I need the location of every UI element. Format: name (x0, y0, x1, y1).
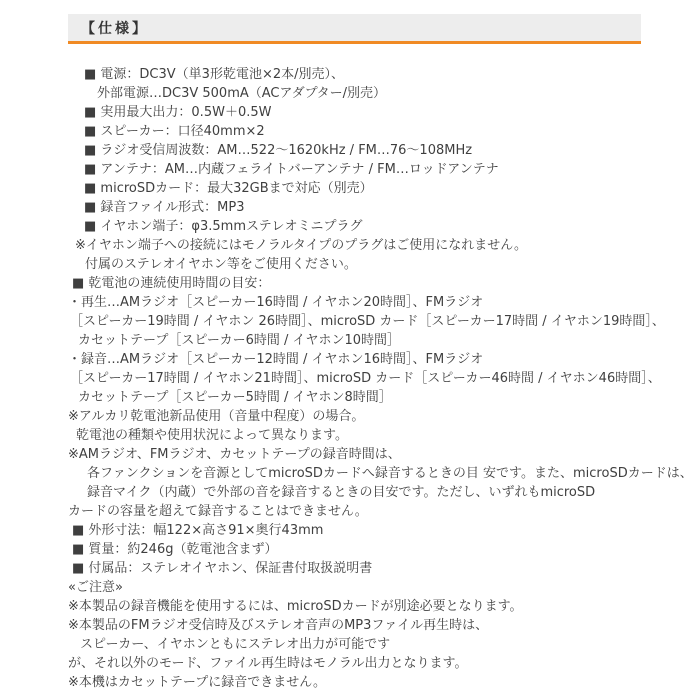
spec-line-recording-format: ■ 録音ファイル形式：MP3 (84, 200, 245, 215)
spec-caution-heading: «ご注意» (68, 580, 123, 595)
spec-caution-stereo-cont1: スピーカー、イヤホンともにステレオ出力が可能です (80, 637, 391, 652)
spec-caution-stereo-cont2: が、それ以外のモード、ファイル再生時はモノラル出力となります。 (68, 656, 468, 671)
spec-note-recording-cont1: 各ファンクションを音源としてmicroSDカードへ録音するときの目 安です。また、microSDカードは、 (87, 466, 693, 481)
spec-line-radio-frequency: ■ ラジオ受信周波数：AM…522～1620kHz / FM…76～108MHz (84, 143, 473, 158)
spec-note-recording-time: ※AMラジオ、FMラジオ、カセットテープの録音時間は、 (68, 447, 401, 462)
spec-line-weight: ■ 質量：約246g（乾電池含まず） (72, 542, 278, 557)
spec-line-dimensions: ■ 外形寸法：幅122×高さ91×奥行43mm (72, 523, 324, 538)
spec-line-earphone-jack: ■ イヤホン端子：φ3.5mmステレオミニプラグ (84, 219, 363, 234)
spec-line-max-output: ■ 実用最大出力：0.5W＋0.5W (84, 105, 272, 120)
spec-note-alkaline: ※アルカリ乾電池新品使用（音量中程度）の場合。 (68, 409, 365, 424)
spec-line-recording: ・録音…AMラジオ［スピーカー12時間 / イヤホン16時間］、FMラジオ (68, 352, 484, 367)
spec-line-playback: ・再生…AMラジオ［スピーカー16時間 / イヤホン20時間］、FMラジオ (68, 295, 484, 310)
spec-note-recording-cont2: 録音マイク（内蔵）で外部の音を録音するときの目安です。ただし、いずれもmicroSD (87, 485, 596, 500)
spec-section (68, 14, 693, 692)
spec-section-header (68, 14, 641, 44)
spec-note-recording-cont3: カードの容量を超えて録音することはできません。 (68, 504, 368, 519)
spec-line-playback-cont: ［スピーカー19時間 / イヤホン 26時間］、microSD カード［スピーカー17時間 / イヤホン19時間］、 (70, 314, 665, 329)
spec-line-recording-cont: ［スピーカー17時間 / イヤホン21時間］、microSD カード［スピーカー46時間 / イヤホン46時間］、 (70, 371, 661, 386)
spec-note-alkaline-cont: 乾電池の種類や使用状況によって異なります。 (76, 428, 348, 443)
spec-caution-stereo: ※本製品のFMラジオ受信時及びステレオ音声のMP3ファイル再生時は、 (68, 618, 489, 633)
spec-line-speaker: ■ スピーカー：口径40mm×2 (84, 124, 265, 139)
spec-line-battery-life: ■ 乾電池の連続使用時間の目安： (72, 276, 271, 291)
spec-line-power: ■ 電源：DC3V（単3形乾電池×2本/別売）、 (84, 67, 344, 82)
spec-caution-cassette: ※本機はカセットテープに録音できません。 (68, 675, 327, 690)
spec-list (68, 44, 693, 692)
spec-note-earphone-cont: 付属のステレオイヤホン等をご使用ください。 (85, 257, 357, 272)
spec-line-recording-cassette: カセットテープ［スピーカー5時間 / イヤホン8時間］ (78, 390, 392, 405)
spec-note-earphone: ※イヤホン端子への接続にはモノラルタイプのプラグはご使用になれません。 (75, 238, 527, 253)
spec-line-external-power: 外部電源…DC3V 500mA（ACアダプター/別売） (97, 86, 387, 101)
spec-section-title: 【仕様】 (81, 21, 149, 37)
spec-line-playback-cassette: カセットテープ［スピーカー6時間 / イヤホン10時間］ (78, 333, 401, 348)
spec-line-microsd: ■ microSDカード：最大32GBまで対応（別売） (84, 181, 373, 196)
spec-line-antenna: ■ アンテナ：AM…内蔵フェライトバーアンテナ / FM…ロッドアンテナ (84, 162, 499, 177)
spec-caution-microsd: ※本製品の録音機能を使用するには、microSDカードが別途必要となります。 (68, 599, 523, 614)
spec-line-accessories: ■ 付属品：ステレオイヤホン、保証書付取扱説明書 (72, 561, 373, 576)
